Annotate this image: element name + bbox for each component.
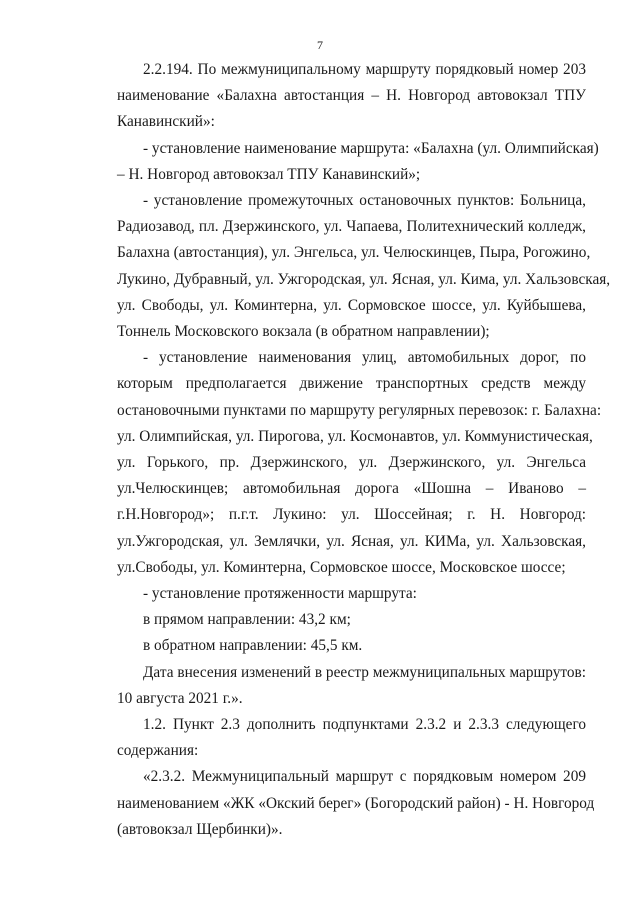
paragraph-forward-direction bbox=[117, 607, 586, 633]
text-line: – Н. Новгород автовокзал ТПУ Канавинский»; bbox=[117, 165, 421, 183]
text-line: ул. Олимпийская, ул. Пирогова, ул. Космонавтов, ул. Коммунистическая, bbox=[117, 427, 593, 445]
text-line: Канавинский»: bbox=[117, 113, 215, 131]
paragraph-route-name bbox=[117, 136, 599, 188]
page-number: 7 bbox=[317, 38, 323, 52]
text-line: Лукино, Дубравный, ул. Ужгородская, ул. Ясная, ул. Кима, ул. Хальзовская, bbox=[117, 270, 611, 288]
text-line: ул.Челюскинцев; автомобильная дорога «Шошна – Иваново – bbox=[117, 480, 586, 498]
text-line: наименование «Балахна автостанция – Н. Новгород автовокзал ТПУ bbox=[117, 87, 586, 105]
text-line: Тоннель Московского вокзала (в обратном направлении); bbox=[117, 323, 490, 341]
paragraph-intermediate-stops bbox=[117, 188, 611, 345]
text-line: Радиозавод, пл. Дзержинского, ул. Чапаева, Политехнический колледж, bbox=[117, 218, 586, 236]
text-line: (автовокзал Щербинки)». bbox=[117, 820, 283, 838]
text-line: 1.2. Пункт 2.3 дополнить подпунктами 2.3.2 и 2.3.3 следующего bbox=[143, 716, 586, 734]
text-line: Дата внесения изменений в реестр межмуниципальных маршрутов: bbox=[143, 663, 586, 681]
paragraph-clause-1-2 bbox=[117, 712, 586, 764]
document-body bbox=[117, 57, 611, 843]
text-line: содержания: bbox=[117, 742, 199, 760]
text-line: - установление наименования улиц, автомобильных дорог, по bbox=[143, 349, 586, 367]
paragraph-route-length bbox=[117, 581, 586, 607]
paragraph-streets-roads bbox=[117, 345, 602, 581]
text-line: 10 августа 2021 г.». bbox=[117, 689, 243, 707]
paragraph-registry-date bbox=[117, 660, 586, 712]
text-line: ул.Свободы, ул. Коминтерна, Сормовское шоссе, Московское шоссе; bbox=[117, 558, 566, 576]
text-line: в прямом направлении: 43,2 км; bbox=[143, 611, 351, 629]
paragraph-reverse-direction bbox=[117, 633, 586, 659]
text-line: ул.Ужгородская, ул. Землячки, ул. Ясная, ул. КИМа, ул. Хальзовская, bbox=[117, 532, 586, 550]
text-line: - установление промежуточных остановочных пунктов: Больница, bbox=[143, 192, 586, 210]
text-line: - установление наименование маршрута: «Балахна (ул. Олимпийская) bbox=[143, 139, 599, 157]
text-line: «2.3.2. Межмуниципальный маршрут с порядковым номером 209 bbox=[143, 768, 586, 786]
text-line: в обратном направлении: 45,5 км. bbox=[143, 637, 363, 655]
text-line: 2.2.194. По межмуниципальному маршруту порядковый номер 203 bbox=[143, 61, 586, 78]
paragraph-route-203 bbox=[117, 57, 586, 136]
text-line: которым предполагается движение транспортных средств между bbox=[117, 375, 586, 393]
text-line: г.Н.Новгород»; п.г.т. Лукино: ул. Шоссейная; г. Н. Новгород: bbox=[117, 506, 586, 524]
text-line: ул. Горького, пр. Дзержинского, ул. Дзержинского, ул. Энгельса bbox=[117, 454, 586, 472]
paragraph-route-209 bbox=[117, 764, 595, 843]
text-line: наименованием «ЖК «Окский берег» (Богородский район) - Н. Новгород bbox=[117, 794, 595, 812]
text-line: Балахна (автостанция), ул. Энгельса, ул. Челюскинцев, Пыра, Рогожино, bbox=[117, 244, 591, 262]
text-line: ул. Свободы, ул. Коминтерна, ул. Сормовское шоссе, ул. Куйбышева, bbox=[117, 296, 586, 314]
text-line: - установление протяженности маршрута: bbox=[143, 585, 417, 603]
text-line: остановочными пунктами по маршруту регулярных перевозок: г. Балахна: bbox=[117, 401, 602, 419]
